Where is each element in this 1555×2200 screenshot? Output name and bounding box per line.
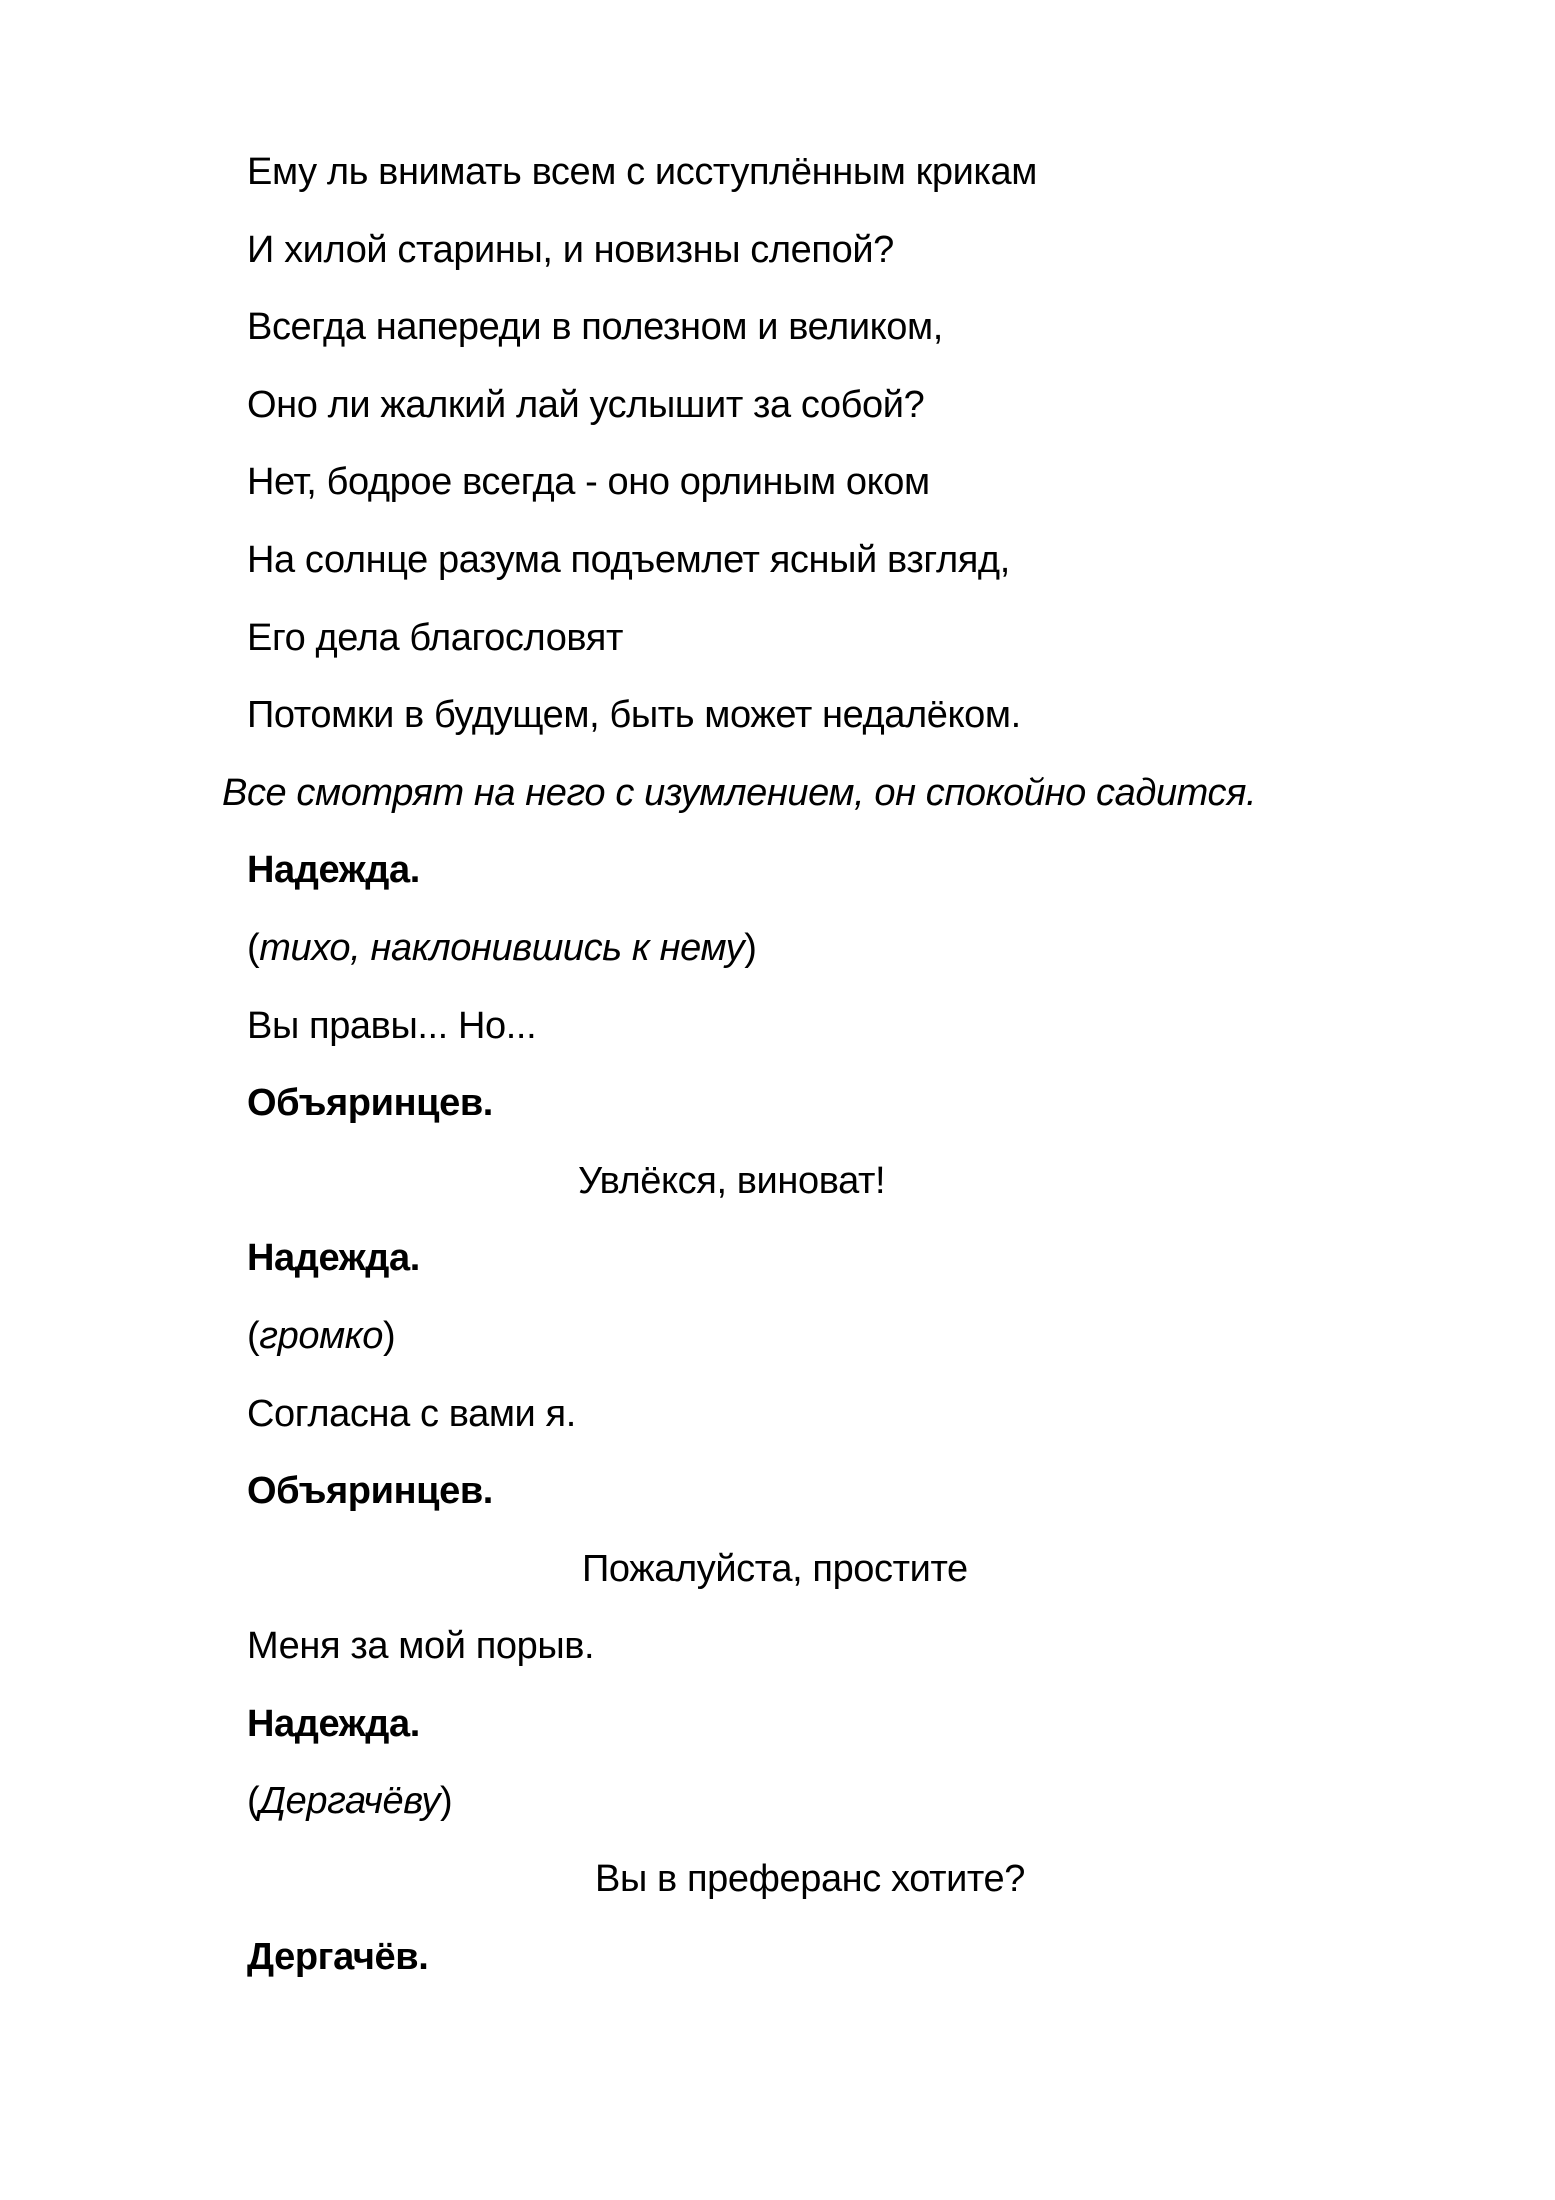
parenthetical-direction	[247, 1298, 1495, 1376]
parenthetical-direction	[247, 1763, 1495, 1841]
verse-line-text: Его дела благословят	[247, 616, 623, 659]
dialogue-line-indented	[578, 1143, 1495, 1221]
speaker-name-dergachev	[247, 1919, 1495, 1997]
parenthetical-text: тихо, наклонившись к нему	[259, 926, 745, 969]
dialogue-line-text: Увлёкся, виноват!	[578, 1159, 886, 1202]
dialogue-line	[247, 1608, 1495, 1686]
dialogue-line	[247, 1376, 1495, 1454]
speaker-name-text: Объяринцев.	[247, 1470, 493, 1513]
open-paren: (	[247, 926, 260, 969]
speaker-name-text: Надежда.	[247, 1702, 420, 1745]
verse-line	[247, 367, 1495, 445]
close-paren: )	[744, 926, 757, 969]
speaker-name-obyarintsev	[247, 1065, 1495, 1143]
speaker-name-text: Объяринцев.	[247, 1082, 493, 1125]
dialogue-line-indented	[595, 1841, 1495, 1919]
open-paren: (	[247, 1314, 260, 1357]
speaker-name-text: Дергачёв.	[247, 1935, 429, 1978]
verse-line	[247, 212, 1495, 290]
text-block	[222, 134, 1495, 1996]
verse-line	[247, 522, 1495, 600]
dialogue-line-text: Меня за мой порыв.	[247, 1625, 595, 1668]
verse-line-text: На солнце разума подъемлет ясный взгляд,	[247, 538, 1010, 581]
parenthetical-text: Дергачёву	[259, 1780, 440, 1823]
dialogue-line-text: Вы в преферанс хотите?	[595, 1858, 1025, 1901]
verse-line-text: Потомки в будущем, быть может недалёком.	[247, 694, 1021, 737]
verse-line	[247, 600, 1495, 678]
close-paren: )	[439, 1780, 453, 1823]
stage-direction-text: Все смотрят на него с изумлением, он спокойно садится.	[222, 771, 1257, 814]
dialogue-line-text: Пожалуйста, простите	[582, 1547, 968, 1590]
dialogue-line-indented	[582, 1531, 1495, 1609]
verse-line-text: Ему ль внимать всем с исступлённым крикам	[247, 151, 1037, 193]
speaker-name-nadezhda	[247, 1220, 1495, 1298]
verse-line	[247, 289, 1495, 367]
dialogue-line	[247, 988, 1495, 1066]
verse-line-text: И хилой старины, и новизны слепой?	[247, 228, 894, 271]
parenthetical-direction	[247, 910, 1495, 988]
verse-line	[247, 677, 1495, 755]
close-paren: )	[383, 1314, 396, 1357]
speaker-name-obyarintsev	[247, 1453, 1495, 1531]
verse-line	[247, 444, 1495, 522]
speaker-name-text: Надежда.	[247, 849, 420, 892]
dialogue-line-text: Вы правы... Но...	[247, 1004, 537, 1047]
speaker-name-nadezhda	[247, 832, 1495, 910]
speaker-name-text: Надежда.	[247, 1237, 420, 1280]
parenthetical-text: громко	[259, 1314, 384, 1357]
stage-direction	[222, 755, 1495, 833]
open-paren: (	[247, 1780, 260, 1823]
verse-line	[247, 134, 1495, 212]
verse-line-text: Нет, бодрое всегда - оно орлиным оком	[247, 461, 930, 504]
dialogue-line-text: Согласна с вами я.	[247, 1392, 576, 1435]
speaker-name-nadezhda	[247, 1686, 1495, 1764]
verse-line-text: Всегда напереди в полезном и великом,	[247, 306, 943, 349]
verse-line-text: Оно ли жалкий лай услышит за собой?	[247, 383, 925, 426]
